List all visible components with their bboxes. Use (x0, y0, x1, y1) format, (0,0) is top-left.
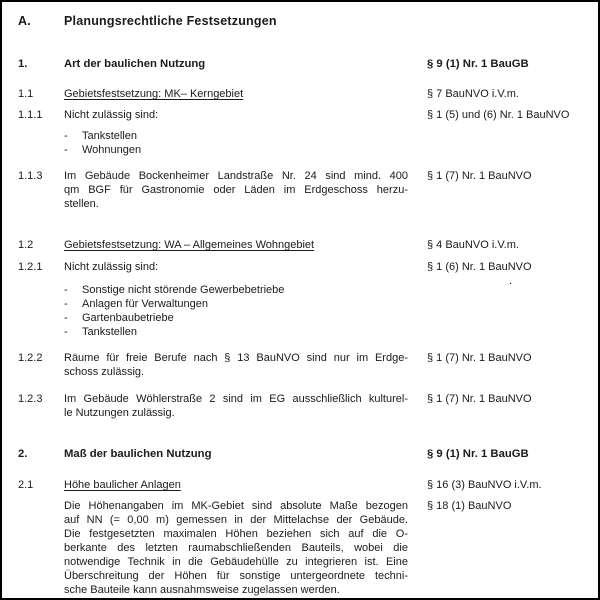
legal-reference: § 9 (1) Nr. 1 BauGB (427, 58, 529, 70)
text-line: berkante des letzten raumabschließenden Bauteils, wobei die (64, 542, 408, 554)
section-title: Art der baulichen Nutzung (64, 58, 206, 70)
text-line: Überschreitung der Höhen für sonstige untergeordnete techni- (64, 570, 408, 582)
item-number: 1.2.3 (18, 393, 43, 405)
legal-reference: § 1 (7) Nr. 1 BauNVO (427, 352, 532, 364)
subsection-title: Höhe baulicher Anlagen (64, 479, 181, 491)
text-line: stellen. (64, 198, 99, 210)
text-line: notwendige Technik in die Gebäudehülle zu integrieren ist. Eine (64, 556, 408, 568)
text-line: - Tankstellen (64, 129, 408, 143)
item-number: 1.2 (18, 239, 34, 251)
text-line: Räume für freie Berufe nach § 13 BauNVO sind nur im Erdge- (64, 352, 408, 364)
item-number: 1.2.2 (18, 352, 43, 364)
item-number: 1. (18, 58, 28, 70)
legal-reference: § 9 (1) Nr. 1 BauGB (427, 448, 529, 460)
legal-reference: § 4 BauNVO i.V.m. (427, 239, 519, 251)
text-line: Im Gebäude Bockenheimer Landstraße Nr. 24 sind mind. 400 (64, 170, 408, 182)
bullet-list (64, 283, 408, 339)
legal-reference: § 1 (5) und (6) Nr. 1 BauNVO (427, 109, 570, 121)
legal-reference: § 1 (7) Nr. 1 BauNVO (427, 170, 532, 182)
text-line: schoss zulässig. (64, 366, 145, 378)
text-line: - Tankstellen (64, 325, 408, 339)
item-number: 2. (18, 448, 28, 460)
section-title: Maß der baulichen Nutzung (64, 448, 212, 460)
legal-reference: § 1 (7) Nr. 1 BauNVO (427, 393, 532, 405)
text-line: - Anlagen für Verwaltungen (64, 297, 408, 311)
clause-paragraph (64, 499, 408, 597)
clause-text: Nicht zulässig sind: (64, 109, 159, 121)
legal-reference: § 7 BauNVO i.V.m. (427, 88, 519, 100)
text-line: auf NN (= 0,00 m) gemessen in der Mittelachse der Gebäude. (64, 514, 408, 526)
legal-reference: § 1 (6) Nr. 1 BauNVO (427, 261, 532, 273)
subsection-title: Gebietsfestsetzung: WA – Allgemeines Wohngebiet (64, 239, 315, 251)
legal-reference: § 16 (3) BauNVO i.V.m. (427, 479, 542, 491)
document-title: Planungsrechtliche Festsetzungen (64, 14, 277, 28)
text-line: Die festgesetzten maximalen Höhen beziehen sich auf die O- (64, 528, 408, 540)
text-line: - Sonstige nicht störende Gewerbebetriebe (64, 283, 408, 297)
stray-scan-mark: . (509, 275, 513, 287)
item-number: 2.1 (18, 479, 34, 491)
item-number: 1.2.1 (18, 261, 43, 273)
text-line: - Gartenbaubetriebe (64, 311, 408, 325)
text-line: sche Bauteile kann ausnahmsweise zugelassen werden. (64, 584, 340, 596)
legal-reference: § 18 (1) BauNVO (427, 500, 512, 512)
text-line: le Nutzungen zulässig. (64, 407, 175, 419)
bullet-list (64, 129, 408, 157)
text-line: - Wohnungen (64, 143, 408, 157)
clause-paragraph (64, 392, 408, 420)
item-number: 1.1 (18, 88, 34, 100)
clause-paragraph (64, 169, 408, 211)
text-line: qm BGF für Gastronomie oder Läden im Erdgeschoss herzu- (64, 184, 408, 196)
item-number: 1.1.1 (18, 109, 43, 121)
item-number: 1.1.3 (18, 170, 43, 182)
heading-number: A. (18, 14, 31, 28)
subsection-title: Gebietsfestsetzung: MK– Kerngebiet (64, 88, 244, 100)
text-line: Die Höhenangaben im MK-Gebiet sind absolute Maße bezogen (64, 500, 408, 512)
clause-paragraph (64, 351, 408, 379)
clause-text: Nicht zulässig sind: (64, 261, 159, 273)
text-line: Im Gebäude Wöhlerstraße 2 sind im EG ausschließlich kulturel- (64, 393, 408, 405)
